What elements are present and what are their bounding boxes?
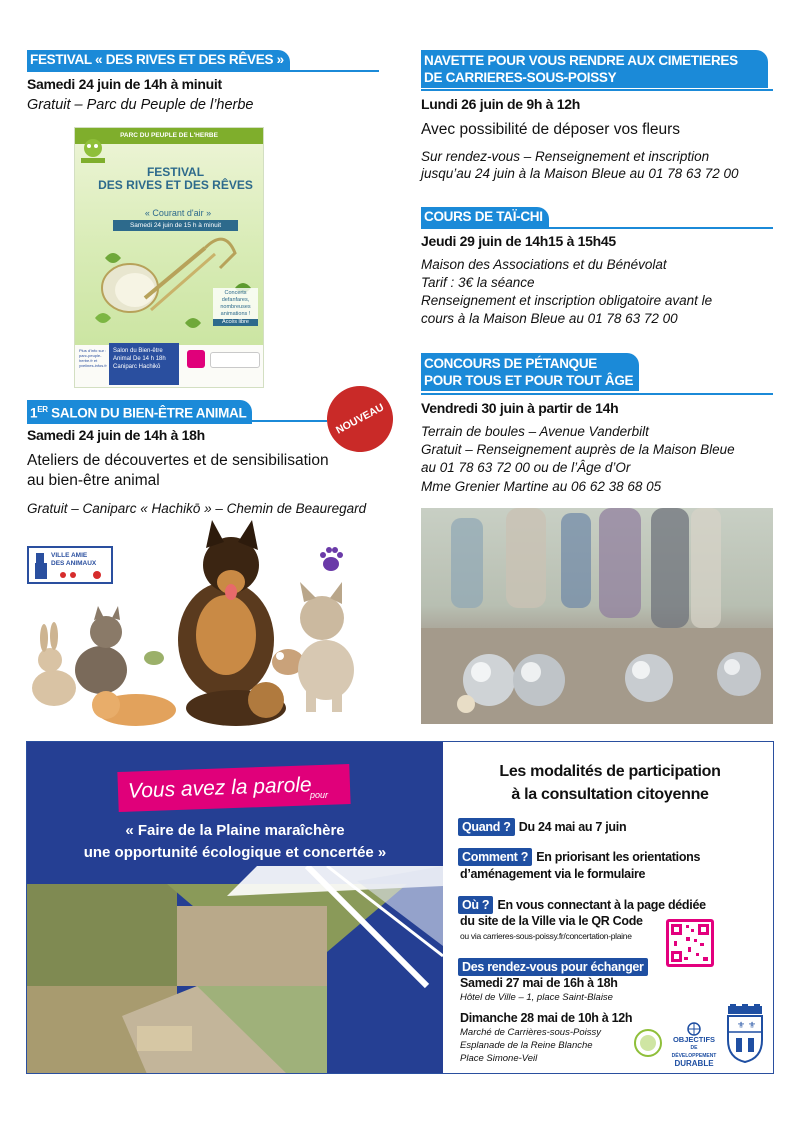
rdv2-place1: Marché de Carrières-sous-Poissy: [460, 1027, 601, 1038]
petanque-heading-line2: POUR TOUS ET POUR TOUT ÂGE: [424, 373, 634, 388]
rabbit-icon: [32, 622, 76, 706]
poster-logo2-icon: [210, 352, 260, 368]
rdv2-place3: Place Simone-Veil: [460, 1053, 538, 1064]
modalites-title-line2: à la consultation citoyenne: [511, 786, 709, 803]
poster-top-label: PARC DU PEUPLE DE L'HERBE: [75, 128, 263, 144]
poster-subtitle: « Courant d'air »: [144, 208, 212, 218]
plaine-photo-collage: [27, 866, 443, 1073]
rdv2-date: Dimanche 28 mai de 10h à 12h: [460, 1011, 633, 1025]
taichi-line1: Maison des Associations et du Bénévolat: [421, 257, 667, 272]
festival-rule: [27, 70, 379, 72]
parole-banner: Vous avez la parole: [117, 764, 350, 812]
quand-tag: Quand ?: [458, 818, 515, 836]
modalites-title-line1: Les modalités de participation: [499, 763, 721, 780]
poster-box: [213, 288, 258, 324]
ou-row: [458, 896, 706, 914]
petanque-line2: Gratuit – Renseignement auprès de la Maison Bleue: [421, 442, 735, 457]
qr-code-icon[interactable]: [666, 919, 714, 967]
navette-desc: Avec possibilité de déposer vos fleurs: [421, 121, 681, 138]
salon-desc-line2: au bien-être animal: [27, 472, 160, 489]
petanque-heading: [421, 353, 639, 391]
petanque-rule: [421, 393, 773, 395]
festival-date: Samedi 24 juin de 14h à minuit: [27, 76, 222, 92]
petanque-line4: Mme Grenier Martine au 06 62 38 68 05: [421, 479, 662, 494]
petanque-scene: [421, 508, 773, 724]
quand-text: Du 24 mai au 7 juin: [518, 820, 627, 834]
odd-line2: DE DÉVELOPPEMENT: [671, 1045, 717, 1059]
shepherd-dog-icon: [178, 520, 274, 698]
navette-heading-line1: NAVETTE POUR VOUS RENDRE AUX CIMETIERES: [424, 53, 738, 68]
rdv-tag: Des rendez-vous pour échanger: [458, 958, 648, 976]
comment-row: [458, 848, 700, 866]
taichi-date: Jeudi 29 juin de 14h15 à 15h45: [421, 233, 616, 249]
salon-details: Gratuit – Caniparc « Hachikō » – Chemin de Beauregard: [27, 501, 367, 516]
bulldog-icon: [298, 582, 354, 712]
ou-url[interactable]: ou via carrieres-sous-poissy.fr/concertation-plaine: [460, 931, 632, 941]
salon-heading-num: 1: [30, 405, 38, 421]
taichi-heading: COURS DE TAÏ-CHI: [421, 207, 549, 227]
rdv-tag-wrap: [458, 958, 648, 976]
salon-desc-line1: Ateliers de découvertes et de sensibilisation: [27, 452, 329, 469]
salon-heading-rest: SALON DU BIEN-ÊTRE ANIMAL: [47, 405, 247, 421]
rdv1-place: Hôtel de Ville – 1, place Saint-Blaise: [460, 992, 613, 1003]
quote-line2: une opportunité écologique et concertée »: [83, 844, 387, 861]
salon-heading-sup: ER: [37, 405, 48, 414]
quote-line1: « Faire de la Plaine maraîchère: [125, 822, 345, 839]
navette-heading-line2: DE CARRIERES-SOUS-POISSY: [424, 70, 617, 85]
taichi-line2: Tarif : 3€ la séance: [421, 275, 535, 290]
small-pet-icon: [144, 651, 164, 665]
poster-date: Samedi 24 juin de 15 h à minuit: [113, 220, 238, 231]
taichi-rule: [421, 227, 773, 229]
modalites-title: [455, 760, 765, 806]
navette-rule: [421, 89, 773, 91]
festival-details: Gratuit – Parc du Peuple de l’herbe: [27, 97, 254, 113]
navette-date: Lundi 26 juin de 9h à 12h: [421, 96, 580, 112]
comment-text1: En priorisant les orientations: [536, 850, 701, 864]
navette-heading: [421, 50, 768, 88]
comment-tag: Comment ?: [458, 848, 532, 866]
petanque-date: Vendredi 30 juin à partir de 14h: [421, 400, 619, 416]
poster-logo-icon: [187, 350, 205, 368]
ou-text2: du site de la Ville via le QR Code: [460, 914, 643, 928]
festival-heading: FESTIVAL « DES RIVES ET DES RÊVES »: [27, 50, 290, 70]
festival-poster: [74, 127, 264, 388]
logo-line2: DES ANIMAUX: [51, 560, 97, 567]
salon-date: Samedi 24 juin de 14h à 18h: [27, 427, 205, 443]
quand-row: [458, 818, 626, 836]
nouveau-badge: NOUVEAU: [315, 374, 404, 463]
logo-line1: VILLE AMIE: [51, 552, 88, 559]
salon-rule: [27, 420, 327, 422]
poster-title: [93, 166, 258, 192]
animals-photo: [26, 520, 376, 730]
ou-tag: Où ?: [458, 896, 493, 914]
petanque-heading-line1: CONCOURS DE PÉTANQUE: [424, 356, 598, 371]
poster-salon: Salon du Bien-être Animal De 14 h 18h Caniparc Hachikō: [109, 343, 179, 385]
comment-text2: d’aménagement via le formulaire: [460, 867, 646, 881]
un-globe-icon: [687, 1022, 701, 1036]
poster-title-line1: FESTIVAL: [146, 165, 205, 179]
navette-details-line1: Sur rendez-vous – Renseignement et inscription: [421, 149, 710, 164]
odd-line1: OBJECTIFS: [672, 1035, 716, 1044]
odd-line3: DURABLE: [674, 1059, 714, 1068]
petanque-line3: au 01 78 63 72 00 ou de l’Âge d’Or: [421, 460, 631, 475]
rdv1-date: Samedi 27 mai de 16h à 18h: [460, 976, 618, 990]
svg-text:⚜: ⚜: [737, 1020, 746, 1030]
poster-title-line2: DES RIVES ET DES RÊVES: [98, 178, 253, 192]
petanque-line1: Terrain de boules – Avenue Vanderbilt: [421, 424, 649, 439]
svg-text:⚜: ⚜: [748, 1020, 757, 1030]
cat-icon: [75, 606, 127, 694]
odd-logo: [668, 1022, 720, 1068]
rdv2-place2: Esplanade de la Reine Blanche: [460, 1040, 593, 1051]
city-crest-icon: [724, 1004, 766, 1064]
ou-text1: En vous connectant à la page dédiée: [497, 898, 706, 912]
parole-pour: pour: [310, 790, 329, 800]
label-round-icon: [633, 1028, 663, 1058]
taichi-line4: cours à la Maison Bleue au 01 78 63 72 00: [421, 311, 678, 326]
poster-box-text: Concerts defanfares, nombreuses animations !: [220, 290, 251, 317]
kitten-icon: [92, 691, 176, 726]
poster-box-label: Accès libre: [213, 319, 258, 326]
leaf-logo-icon: [79, 136, 107, 166]
petanque-photo: [421, 508, 773, 724]
taichi-line3: Renseignement et inscription obligatoire avant le: [421, 293, 713, 308]
poster-info: Plus d'info sur : parc-peuple-herbe.fr et yvelines-infos.fr: [79, 348, 107, 368]
navette-details-line2: jusqu’au 24 juin à la Maison Bleue au 01 78 63 72 00: [421, 166, 739, 181]
